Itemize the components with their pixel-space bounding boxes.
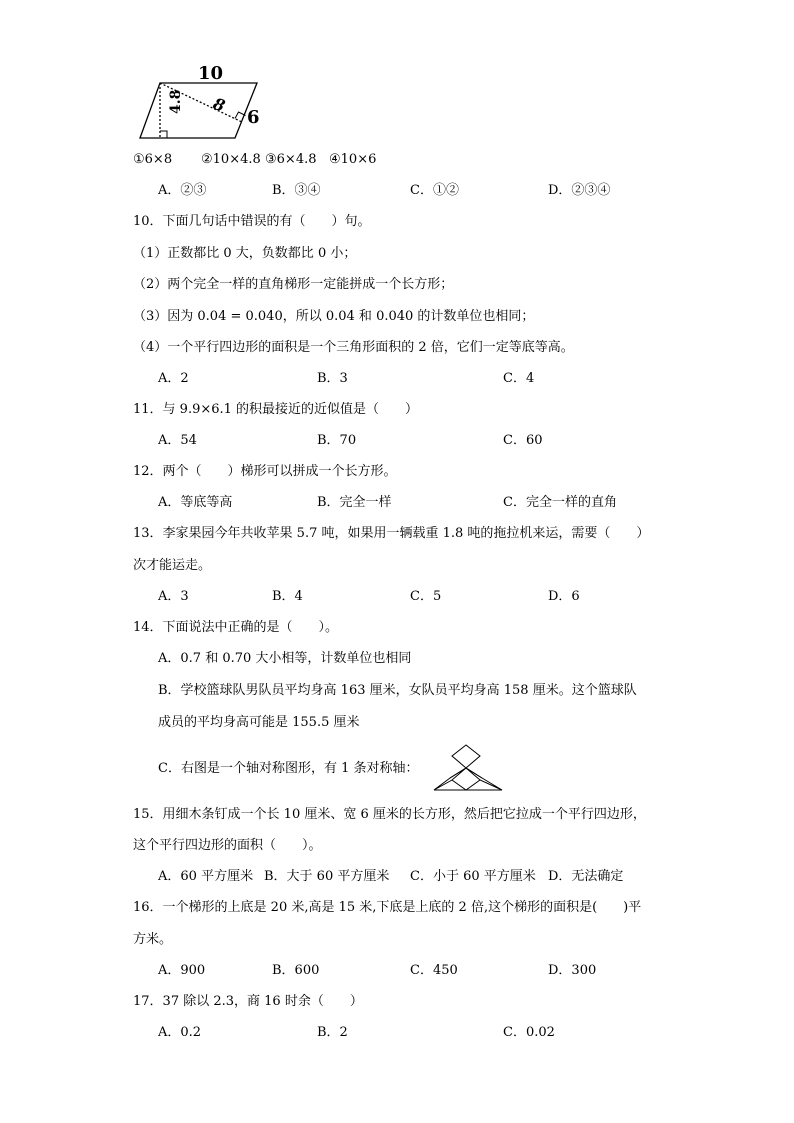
q13-option-b[interactable]: B．4 [272, 589, 303, 604]
q17-option-b[interactable]: B．2 [317, 1025, 348, 1040]
q10-statement-4: （4）一个平行四边形的面积是一个三角形面积的 2 倍，它们一定等底等高。 [133, 340, 574, 355]
q9-option-d[interactable]: D．②③④ [548, 183, 611, 198]
q10-option-b[interactable]: B．3 [317, 371, 348, 386]
rhombus-link [450, 768, 482, 778]
rhombus-figure [428, 744, 508, 794]
q12-stem: 12．两个（ ）梯形可以拼成一个长方形。 [133, 464, 397, 479]
rhombus-inner [452, 780, 480, 790]
q13-option-a[interactable]: A．3 [158, 589, 189, 604]
q17-option-c[interactable]: C．0.02 [503, 1025, 555, 1040]
q15-stem-line2: 这个平行四边形的面积（ ）。 [133, 838, 322, 853]
q16-option-a[interactable]: A．900 [158, 963, 206, 978]
q10-statement-1: （1）正数都比 0 大，负数都比 0 小； [133, 246, 357, 261]
q15-stem-line1: 15．用细木条钉成一个长 10 厘米、宽 6 厘米的长方形，然后把它拉成一个平行四边形， [133, 807, 646, 822]
q15-option-b[interactable]: B．大于 60 平方厘米 [264, 869, 390, 884]
q13-option-c[interactable]: C．5 [410, 589, 442, 604]
q17-option-a[interactable]: A．0.2 [158, 1025, 202, 1040]
q12-option-a[interactable]: A．等底等高 [158, 495, 233, 510]
q16-option-d[interactable]: D．300 [548, 963, 597, 978]
q9-option-c[interactable]: C．①② [410, 183, 459, 198]
q10-stem: 10．下面几句话中错误的有（ ）句。 [133, 214, 371, 229]
q15-option-a[interactable]: A．60 平方厘米 [158, 869, 254, 884]
q16-stem-line1: 16．一个梯形的上底是 20 米,高是 15 米,下底是上底的 2 倍,这个梯形的面积是( )平 [133, 900, 642, 915]
q14-option-a[interactable]: A．0.7 和 0.70 大小相等，计数单位也相同 [158, 651, 412, 666]
q11-option-c[interactable]: C．60 [503, 433, 543, 448]
q11-option-b[interactable]: B．70 [317, 433, 357, 448]
perpendicular-mark [235, 112, 246, 119]
q13-stem-line2: 次才能运走。 [133, 558, 212, 573]
q10-option-a[interactable]: A．2 [158, 371, 189, 386]
q16-stem-line2: 方米。 [133, 932, 173, 947]
right-angle-mark [160, 131, 167, 138]
q12-option-c[interactable]: C．完全一样的直角 [503, 495, 617, 510]
q14-option-b-line2[interactable]: 成员的平均身高可能是 155.5 厘米 [158, 715, 360, 730]
q9-formula-1: ①6×8 [133, 152, 173, 167]
q13-option-d[interactable]: D．6 [548, 589, 580, 604]
label-side-6: 6 [247, 107, 260, 128]
q10-statement-3: （3）因为 0.04 = 0.040，所以 0.04 和 0.040 的计数单位也相同； [133, 309, 535, 324]
q9-formula-3: ③6×4.8 [265, 152, 317, 167]
q9-option-b[interactable]: B．③④ [272, 183, 321, 198]
q11-stem: 11．与 9.9×6.1 的积最接近的近似值是（ ） [133, 402, 419, 417]
label-height-4-8: 4.8 [168, 89, 184, 114]
q12-option-b[interactable]: B．完全一样 [317, 495, 392, 510]
q10-statement-2: （2）两个完全一样的直角梯形一定能拼成一个长方形； [133, 277, 454, 292]
q16-option-c[interactable]: C．450 [410, 963, 458, 978]
parallelogram-shape [140, 83, 257, 138]
q17-stem: 17．37 除以 2.3，商 16 时余（ ） [133, 994, 363, 1009]
q9-formula-2: ②10×4.8 [201, 152, 261, 167]
parallelogram-figure [132, 60, 272, 142]
q16-option-b[interactable]: B．600 [272, 963, 320, 978]
q11-option-a[interactable]: A．54 [158, 433, 197, 448]
q15-option-c[interactable]: C．小于 60 平方厘米 [410, 869, 536, 884]
label-diagonal-8: 8 [210, 93, 228, 116]
q9-formula-4: ④10×6 [329, 152, 377, 167]
rhombus-top [452, 745, 480, 768]
q9-option-a[interactable]: A．②③ [158, 183, 207, 198]
q15-option-d[interactable]: D．无法确定 [548, 869, 624, 884]
q13-stem-line1: 13．李家果园今年共收苹果 5.7 吨，如果用一辆载重 1.8 吨的拖拉机来运，需要（ ） [133, 526, 650, 541]
q14-stem: 14．下面说法中正确的是（ ）。 [133, 620, 339, 635]
q14-option-b-line1[interactable]: B．学校篮球队男队员平均身高 163 厘米，女队员平均身高 158 厘米。这个篮球队 [158, 683, 637, 698]
label-top-10: 10 [198, 63, 224, 84]
q10-option-c[interactable]: C．4 [503, 371, 535, 386]
q14-option-c[interactable]: C．右图是一个轴对称图形，有 1 条对称轴： [158, 761, 419, 776]
